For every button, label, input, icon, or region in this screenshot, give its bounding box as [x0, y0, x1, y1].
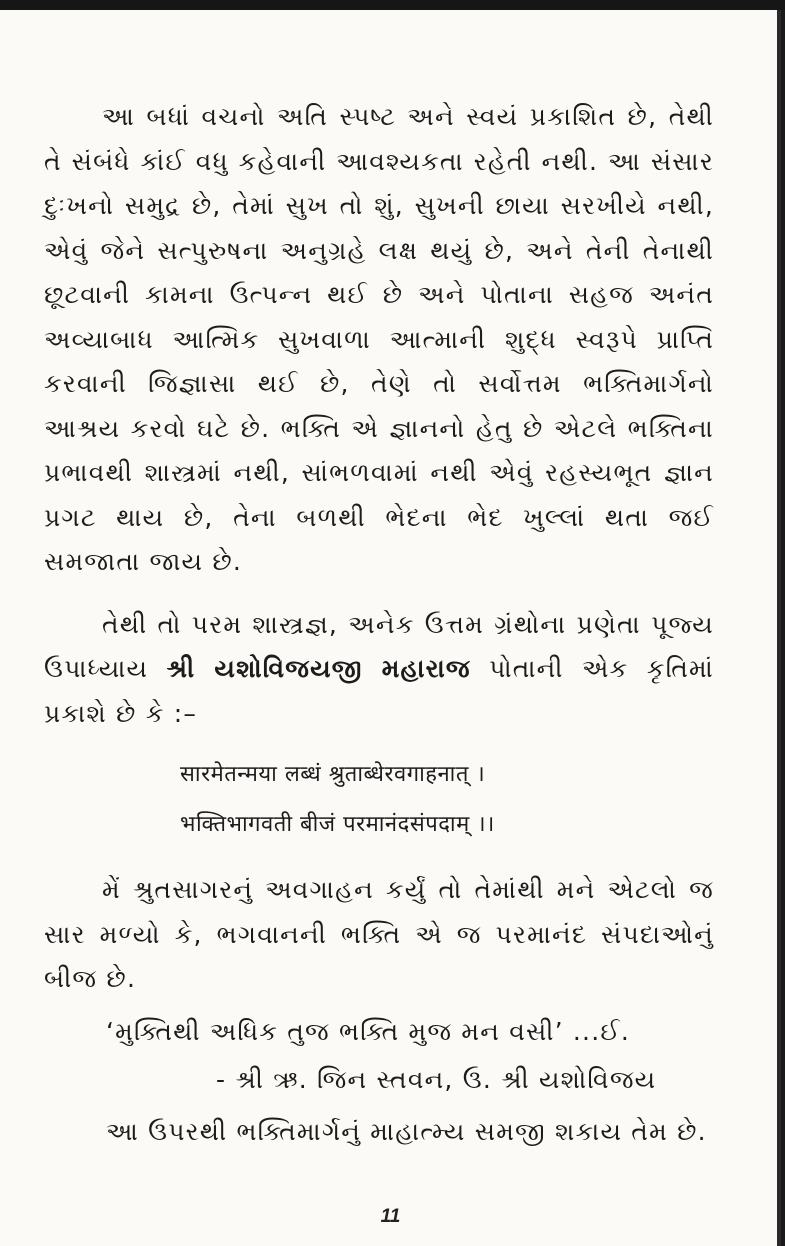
top-edge [0, 0, 785, 10]
paragraph-2-end: પોતાની એક કૃતિમાં પ્રકાશે છે કે :– [44, 654, 714, 728]
quotation-attribution: - શ્રી ઋ. જિન સ્તવન, ઉ. શ્રી યશોવિજય [216, 1064, 657, 1094]
paragraph-2 [44, 603, 714, 737]
book-page [0, 10, 781, 1246]
paragraph-2-start: તેથી તો પરમ શાસ્ત્રજ્ઞ, અનેક ઉત્તમ ગ્રંથોના પ્રણેતા પૂજ્ય ઉપાધ્યાય [44, 609, 714, 683]
paragraph-1: આ બધાં વચનો અતિ સ્પષ્ટ અને સ્વયં પ્રકાશિત છે, તેથી તે સંબંધે કાંઈ વધુ કહેવાની આવશ્યકતા રહેતી નથી. આ સંસાર દુઃખનો સમુદ્ર છે, તેમાં સુખ તો શું, સુખની છાયા સરખીયે નથી, એવું જેને સત્પુરુષના અનુગ્રહે લક્ષ થયું છે, અને તેની તેનાથી છૂટવાની કામના ઉત્પન્ન થઈ છે અને પોતાના સહજ અનંત અવ્યાબાધ આત્મિક સુખવાળા આત્માની શુદ્ધ સ્વરૂપે પ્રાપ્તિ કરવાની જિજ્ઞાસા થઈ છે, તેણે તો સર્વોત્તમ ભક્તિમાર્ગનો આશ્રય કરવો ઘટે છે. ભક્તિ એ જ્ઞાનનો હેતુ છે એટલે ભક્તિના પ્રભાવથી શાસ્ત્રમાં નથી, સાંભળવામાં નથી એવું રહસ્યભૂત જ્ઞાન પ્રગટ થાય છે, તેના બળથી ભેદના ભેદ ખુલ્લાં થતા જઈ સમજાતા જાય છે. [44, 102, 714, 576]
page-body [44, 95, 714, 1156]
sanskrit-verse-line-2: भक्तिभागवती बीजं परमानंदसंपदाम् ।। [180, 812, 495, 837]
closing-line: આ ઉપરથી ભક્તિમાર્ગનું માહાત્મ્ય સમજી શકાય તેમ છે. [106, 1116, 707, 1146]
paragraph-3: મેં શ્રુતસાગરનું અવગાહન કર્યું તો તેમાંથી મને એટલો જ સાર મળ્યો કે, ભગવાનની ભક્તિ એ જ પરમાનંદ સંપદાઓનું બીજ છે. [44, 875, 714, 993]
page-number: 11 [380, 1206, 401, 1227]
quotation-line: ‘મુક્તિથી અધિક તુજ ભક્તિ મુજ મન વસી’ ...ઈ. [106, 1016, 630, 1046]
author-name-emphasis: શ્રી યશોવિજયજી મહારાજ [166, 654, 471, 683]
sanskrit-verse-line-1: सारमेतन्मया लब्धं श्रुताब्धेरवगाहनात् । [180, 762, 486, 787]
